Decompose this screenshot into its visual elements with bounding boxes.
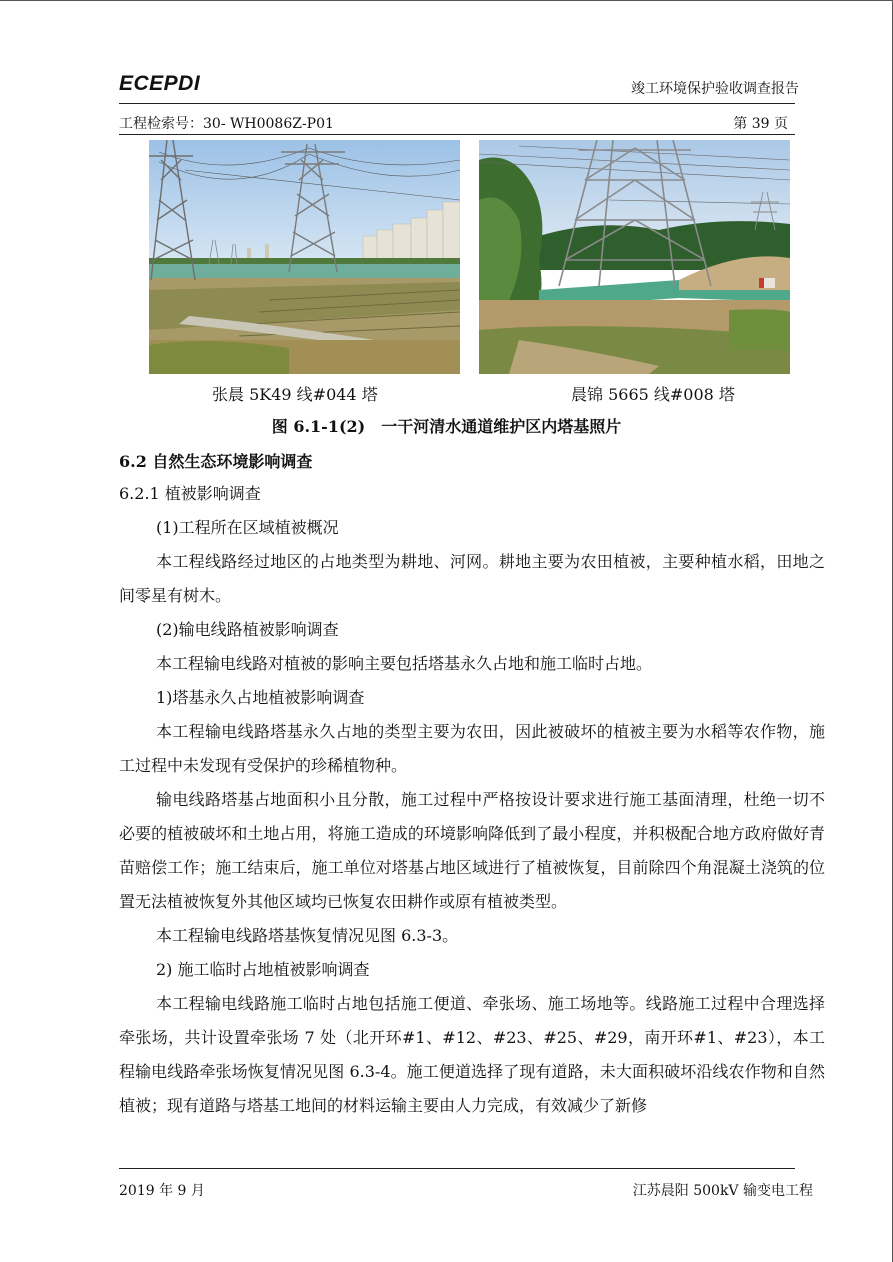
paragraph: 本工程输电线路塔基永久占地的类型主要为农田，因此被破坏的植被主要为水稻等农作物，施工过程中未发现有受保护的珍稀植物种。 xyxy=(119,722,825,775)
paragraph: 2) 施工临时占地植被影响调查 xyxy=(156,960,370,979)
report-title: 竣工环境保护验收调查报告 xyxy=(631,81,799,97)
paragraph: 本工程输电线路塔基恢复情况见图 6.3-3。 xyxy=(156,926,459,945)
footer-rule xyxy=(119,1168,795,1169)
paragraph: 输电线路塔基占地面积小且分散，施工过程中严格按设计要求进行施工基面清理，杜绝一切不必要的植被破坏和土地占用，将施工造成的环境影响降低到了最小程度，并积极配合地方政府做好青苗赔偿工作；施工结束后，施工单位对塔基占地区域进行了植被恢复，目前除四个角混凝土浇筑的位置无法植被恢复外其他区域均已恢复农田耕作或原有植被类型。 xyxy=(119,790,825,911)
body-content xyxy=(119,447,825,1123)
paragraph: (1)工程所在区域植被概况 xyxy=(156,518,339,537)
subsection-heading: 6.2.1 植被影响调查 xyxy=(119,484,261,503)
photo-caption-right: 晨锦 5665 线#008 塔 xyxy=(571,385,735,404)
paragraph: 本工程线路经过地区的占地类型为耕地、河网。耕地主要为农田植被，主要种植水稻，田地之间零星有树木。 xyxy=(119,552,825,605)
paragraph: 1)塔基永久占地植被影响调查 xyxy=(156,688,365,707)
section-heading: 6.2 自然生态环境影响调查 xyxy=(119,452,313,471)
page-number: 第 39 页 xyxy=(733,116,788,132)
figure-title: 图 6.1-1(2) 一干河清水通道维护区内塔基照片 xyxy=(271,417,622,436)
company-logo: ECEPDI xyxy=(119,72,201,95)
tower-photo-right xyxy=(479,140,790,374)
paragraph: 本工程输电线路施工临时占地包括施工便道、牵张场、施工场地等。线路施工过程中合理选择牵张场，共计设置牵张场 7 处（北开环#1、#12、#23、#25、#29，南开环#1、#23），本工程输电线路牵张场恢复情况见图 6.3-4。施工便道选择了现有道路，未大面积破坏沿线农作物和自然植被；现有道路与塔基工地间的材料运输主要由人力完成，有效减少了新修 xyxy=(119,994,825,1115)
project-reference: 工程检索号：30- WH0086Z-P01 xyxy=(119,116,334,132)
tower-photo-left xyxy=(149,140,460,374)
footer-project-name: 江苏晨阳 500kV 输变电工程 xyxy=(632,1183,813,1199)
photo-caption-left: 张晨 5K49 线#044 塔 xyxy=(212,385,378,404)
page-border-top xyxy=(0,0,893,1)
paragraph: 本工程输电线路对植被的影响主要包括塔基永久占地和施工临时占地。 xyxy=(156,654,653,673)
footer-date: 2019 年 9 月 xyxy=(119,1183,205,1199)
paragraph: (2)输电线路植被影响调查 xyxy=(156,620,339,639)
header-rule-top xyxy=(119,103,795,104)
header-rule-bottom xyxy=(119,134,795,135)
